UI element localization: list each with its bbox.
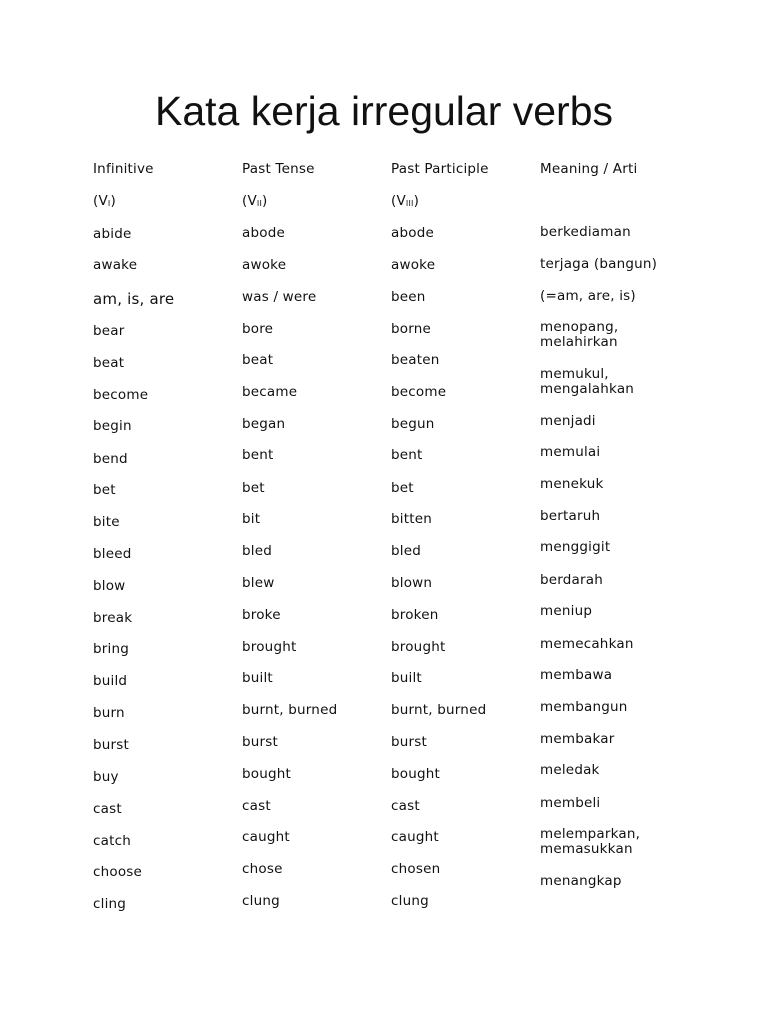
past-participle-cell: become: [391, 384, 447, 400]
past-tense-cell: bit: [242, 511, 261, 527]
infinitive-cell: bear: [93, 323, 125, 339]
page-title: Kata kerja irregular verbs: [154, 88, 614, 134]
infinitive-cell: beat: [93, 355, 125, 371]
past-participle-cell: cast: [391, 798, 420, 814]
past-participle-cell: bent: [391, 447, 423, 463]
past-tense-cell: beat: [242, 352, 274, 368]
past-tense-cell: brought: [242, 639, 297, 655]
infinitive-cell: build: [93, 673, 128, 689]
infinitive-cell: choose: [93, 864, 143, 880]
infinitive-cell: bleed: [93, 546, 132, 562]
infinitive-cell: burn: [93, 705, 125, 721]
infinitive-cell: begin: [93, 418, 132, 434]
infinitive-cell: bet: [93, 482, 116, 498]
infinitive-cell: buy: [93, 769, 119, 785]
past-participle-cell: beaten: [391, 352, 440, 368]
infinitive-cell: am, is, are: [93, 290, 175, 308]
meaning-cell: membeli: [540, 795, 601, 811]
past-tense-cell: bled: [242, 543, 272, 559]
form-label-v2: $(V_{II})$: [242, 193, 268, 209]
past-participle-cell: caught: [391, 829, 439, 845]
past-participle-cell: abode: [391, 225, 434, 241]
header-meaning: Meaning / Arti: [540, 161, 638, 177]
past-tense-cell: broke: [242, 607, 281, 623]
past-tense-cell: bent: [242, 447, 274, 463]
meaning-cell: menggigit: [540, 539, 611, 555]
past-tense-cell: chose: [242, 861, 283, 877]
past-participle-cell: bought: [391, 766, 441, 782]
infinitive-cell: bend: [93, 451, 128, 467]
infinitive-cell: bring: [93, 641, 129, 657]
meaning-cell: menekuk: [540, 476, 604, 492]
past-tense-cell: became: [242, 384, 298, 400]
past-participle-cell: clung: [391, 893, 429, 909]
infinitive-cell: break: [93, 610, 133, 626]
meaning-cell: berdarah: [540, 572, 604, 588]
header-past-participle: Past Participle: [391, 161, 489, 177]
meaning-cell: membawa: [540, 667, 613, 683]
form-label-v3: $(V_{III})$: [391, 193, 420, 209]
past-tense-cell: was / were: [242, 289, 317, 305]
meaning-cell: menjadi: [540, 413, 596, 429]
past-tense-cell: burst: [242, 734, 279, 750]
infinitive-cell: burst: [93, 737, 130, 753]
past-participle-cell: bled: [391, 543, 421, 559]
past-participle-cell: bitten: [391, 511, 432, 527]
meaning-cell: meledak: [540, 762, 600, 778]
meaning-cell: memecahkan: [540, 636, 634, 652]
past-tense-cell: began: [242, 416, 286, 432]
past-tense-cell: awoke: [242, 257, 287, 273]
past-tense-cell: built: [242, 670, 273, 686]
meaning-cell: melemparkan, memasukkan: [540, 826, 641, 857]
meaning-cell: membangun: [540, 699, 628, 715]
infinitive-cell: blow: [93, 578, 126, 594]
past-tense-cell: caught: [242, 829, 290, 845]
infinitive-cell: become: [93, 387, 149, 403]
infinitive-cell: bite: [93, 514, 120, 530]
meaning-cell: meniup: [540, 603, 593, 619]
past-tense-cell: bet: [242, 480, 265, 496]
meaning-cell: (=am, are, is): [540, 288, 636, 304]
past-tense-cell: bore: [242, 321, 274, 337]
infinitive-cell: cling: [93, 896, 127, 912]
past-tense-cell: burnt, burned: [242, 702, 338, 718]
meaning-cell: menangkap: [540, 873, 622, 889]
meaning-cell: terjaga (bangun): [540, 256, 658, 272]
past-tense-cell: blew: [242, 575, 275, 591]
meaning-cell: bertaruh: [540, 508, 601, 524]
past-tense-cell: bought: [242, 766, 292, 782]
past-tense-cell: clung: [242, 893, 280, 909]
past-tense-cell: cast: [242, 798, 271, 814]
meaning-cell: membakar: [540, 731, 615, 747]
past-participle-cell: burnt, burned: [391, 702, 487, 718]
past-participle-cell: been: [391, 289, 426, 305]
past-participle-cell: chosen: [391, 861, 441, 877]
meaning-cell: berkediaman: [540, 224, 631, 240]
past-participle-cell: borne: [391, 321, 432, 337]
past-participle-cell: built: [391, 670, 422, 686]
header-infinitive: Infinitive: [93, 161, 154, 177]
infinitive-cell: abide: [93, 226, 132, 242]
infinitive-cell: awake: [93, 257, 138, 273]
past-participle-cell: broken: [391, 607, 439, 623]
past-tense-cell: abode: [242, 225, 285, 241]
past-participle-cell: blown: [391, 575, 433, 591]
past-participle-cell: burst: [391, 734, 428, 750]
past-participle-cell: brought: [391, 639, 446, 655]
past-participle-cell: bet: [391, 480, 414, 496]
infinitive-cell: catch: [93, 833, 131, 849]
meaning-cell: memukul, mengalahkan: [540, 366, 635, 397]
header-past-tense: Past Tense: [242, 161, 315, 177]
past-participle-cell: begun: [391, 416, 435, 432]
meaning-cell: menopang, melahirkan: [540, 319, 619, 350]
form-label-v1: $(V_I)$: [93, 193, 116, 209]
meaning-cell: memulai: [540, 444, 601, 460]
past-participle-cell: awoke: [391, 257, 436, 273]
infinitive-cell: cast: [93, 801, 122, 817]
